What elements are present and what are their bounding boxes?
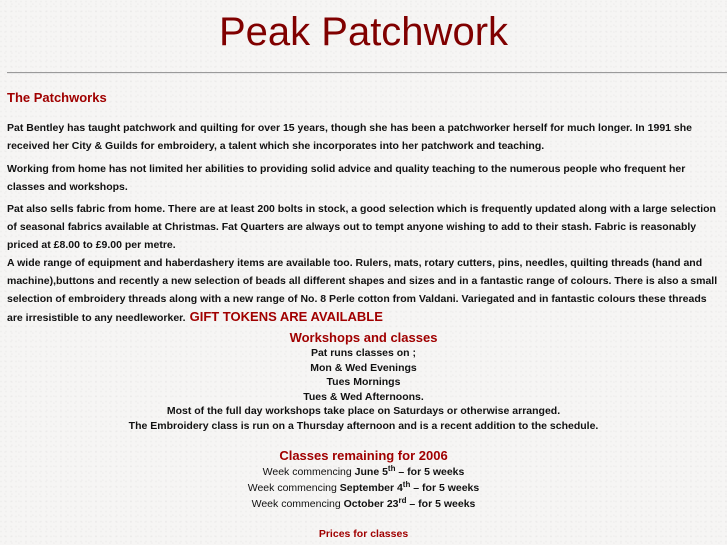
workshops-line: Pat runs classes on ; xyxy=(310,347,417,359)
date-ordinal: th xyxy=(402,480,411,489)
week-prefix: Week commencing xyxy=(262,466,355,478)
week-duration: – for 5 weeks xyxy=(406,498,476,510)
intro-paragraph-4 xyxy=(7,254,719,327)
intro-paragraph-1: Pat Bentley has taught patchwork and quilting for over 15 years, though she has been a patchworker herself for much longer. In 1991 she received her City & Guilds for embroidery, a talent which she incorporates into her patchwork and teaching. xyxy=(7,122,693,152)
workshops-line: Tues & Wed Afternoons. xyxy=(303,390,424,403)
workshops-heading: Workshops and classes xyxy=(289,330,438,345)
week-date: October 23 xyxy=(343,498,399,510)
gift-tokens-notice: GIFT TOKENS ARE AVAILABLE xyxy=(189,309,383,324)
week-prefix: Week commencing xyxy=(247,482,340,494)
week-date: September 4 xyxy=(339,482,403,494)
prices-heading: Prices for classes xyxy=(318,528,409,540)
header-divider xyxy=(7,72,727,74)
week-prefix: Week commencing xyxy=(251,498,344,510)
class-week-item xyxy=(0,496,727,512)
classes-remaining-heading: Classes remaining for 2006 xyxy=(279,448,448,463)
date-ordinal: rd xyxy=(398,496,407,505)
date-ordinal: th xyxy=(387,464,396,473)
workshops-line: Mon & Wed Evenings xyxy=(310,361,417,374)
equipment-text: A wide range of equipment and haberdashery items are available too. Rulers, mats, rotary cutters, pins, needles, quilting threads (hand and machine),buttons and recently a new selection of beads all different shapes and sizes and in a fantastic range of colours. There is also a small selection of embroidery threads along with a new range of No. 8 Perle cotton from Valdani. Variegated and in fantastic colours these threads are irresistible to any needleworker. xyxy=(7,257,718,324)
workshops-schedule xyxy=(0,346,727,434)
site-title: Peak Patchwork xyxy=(218,10,509,54)
class-week-item xyxy=(0,480,727,496)
workshops-line: The Embroidery class is run on a Thursday afternoon and is a recent addition to the schedule. xyxy=(128,419,599,432)
intro-paragraph-3: Pat also sells fabric from home. There are at least 200 bolts in stock, a good selection which is frequently updated along with a large selection of seasonal fabrics available at Christmas. Fat Quarters are always out to tempt anyone wishing to add to their stash. Fabric is reasonably priced at £8.00 to £9.00 per metre. xyxy=(7,203,716,251)
workshops-line: Tues Mornings xyxy=(326,376,401,389)
workshops-line: Most of the full day workshops take place on Saturdays or otherwise arranged. xyxy=(166,405,561,418)
section-heading-patchworks: The Patchworks xyxy=(7,90,107,105)
classes-remaining-list xyxy=(0,464,727,512)
week-duration: – for 5 weeks xyxy=(395,466,465,478)
week-duration: – for 5 weeks xyxy=(410,482,480,494)
class-week-item xyxy=(0,464,727,480)
intro-paragraph-2: Working from home has not limited her abilities to providing solid advice and quality teaching to the numerous people who frequent her classes and workshops. xyxy=(7,163,686,193)
week-date: June 5 xyxy=(354,466,388,478)
